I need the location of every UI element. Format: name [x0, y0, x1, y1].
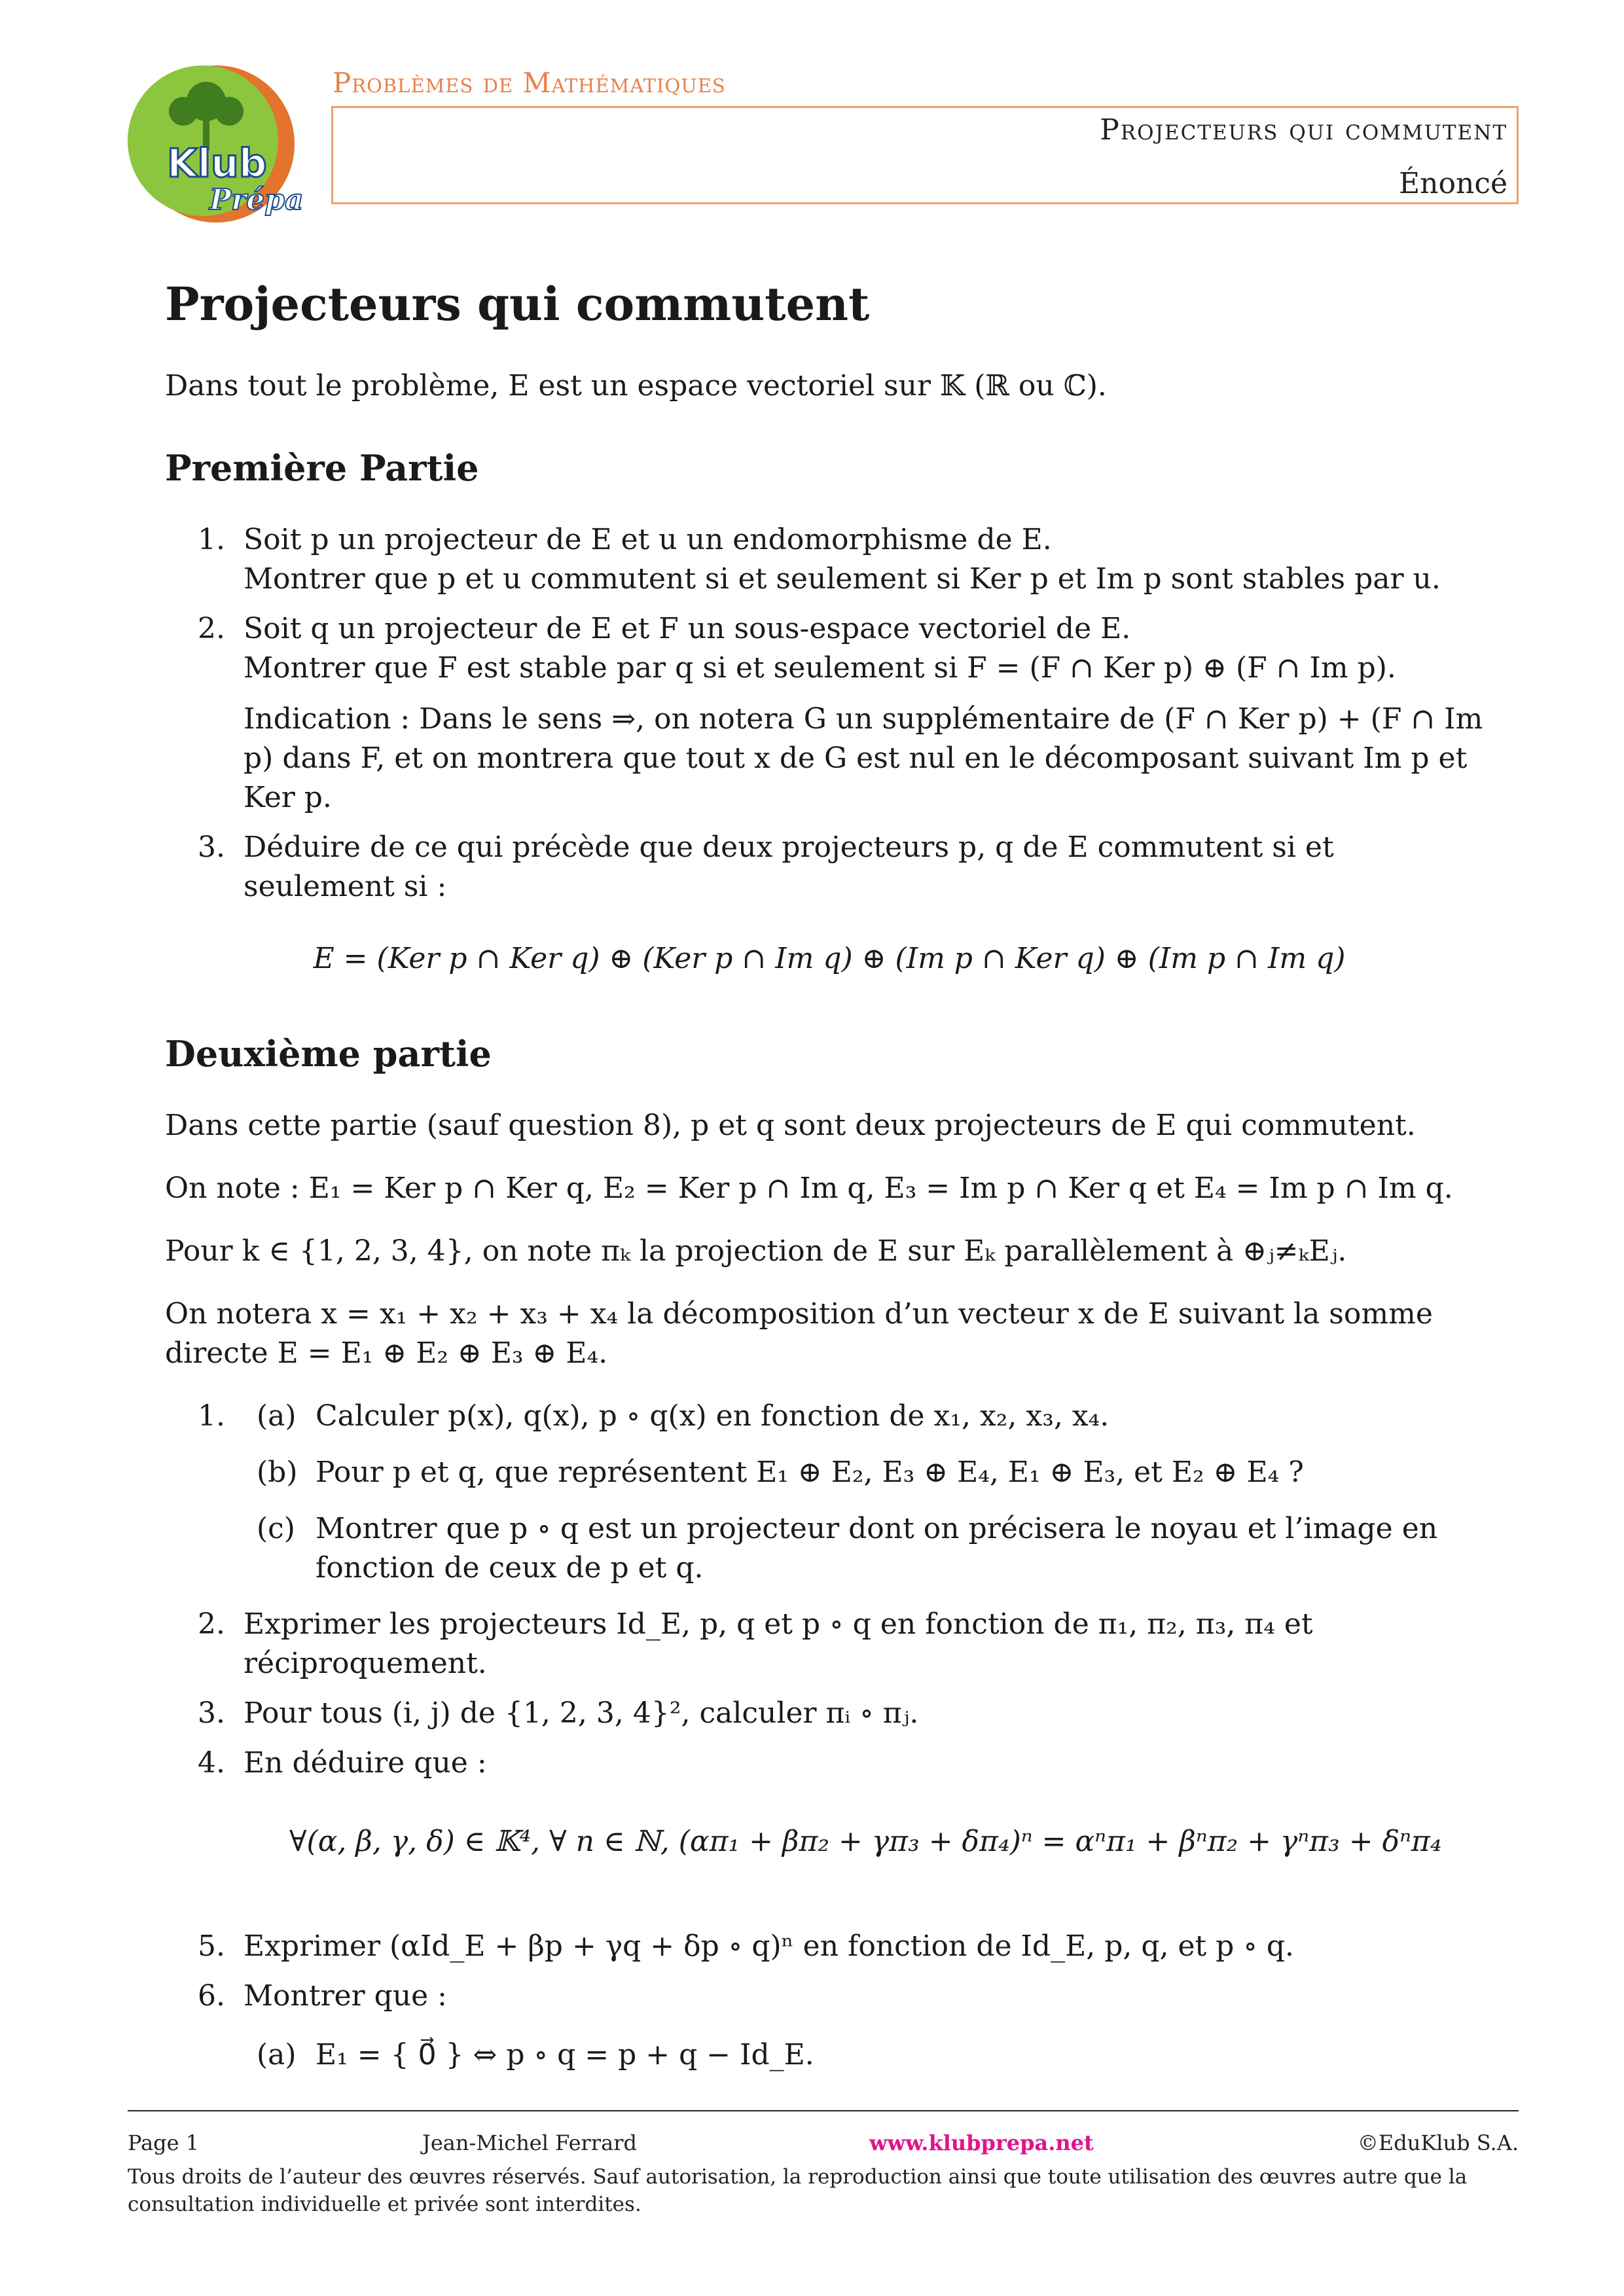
part1-question-2: [165, 609, 1494, 817]
document-body: [165, 275, 1494, 2092]
question-text: Pour tous (i, j) de {1, 2, 3, 4}², calculer πᵢ ∘ πⱼ.: [244, 1696, 919, 1730]
part2-heading: Deuxième partie: [165, 1033, 492, 1075]
question-text: Montrer que p et u commutent si et seulement si Ker p et Im p sont stables par u.: [244, 562, 1441, 596]
header-kind: Énoncé: [1399, 167, 1507, 200]
part2-question-3: [165, 1694, 1494, 1733]
subquestion-label: (a): [257, 2038, 297, 2072]
question-hint: Indication : Dans le sens ⇒, on notera G un supplémentaire de (F ∩ Ker p) + (F ∩ Im p) dans F, et on montrera que tout x de G est nul en le décomposant suivant Im p et Ker p.: [244, 702, 1483, 814]
part2-paragraph: Dans cette partie (sauf question 8), p et q sont deux projecteurs de E qui commutent.: [165, 1109, 1416, 1142]
question-number: 4.: [198, 1746, 225, 1780]
part2-paragraph: On notera x = x₁ + x₂ + x₃ + x₄ la décomposition d’un vecteur x de E suivant la somme directe E = E₁ ⊕ E₂ ⊕ E₃ ⊕ E₄.: [165, 1297, 1433, 1370]
part2-question-1a: [165, 1397, 1494, 1436]
question-text: E₁ = { 0⃗ } ⇔ p ∘ q = p + q − Id_E.: [316, 2038, 814, 2072]
display-formula: ∀(α, β, γ, δ) ∈ 𝕂⁴, ∀ n ∈ ℕ, (απ₁ + βπ₂ + γπ₃ + δπ₄)ⁿ = αⁿπ₁ + βⁿπ₂ + γⁿπ₃ + δⁿπ₄: [289, 1825, 1442, 1858]
part2-question-1b: [165, 1453, 1494, 1492]
question-text: Montrer que :: [244, 1979, 448, 2013]
question-text: Soit q un projecteur de E et F un sous-espace vectoriel de E.: [244, 612, 1131, 645]
question-text: Montrer que F est stable par q si et seulement si F = (F ∩ Ker p) ⊕ (F ∩ Im p).: [244, 651, 1396, 685]
footer-author: Jean-Michel Ferrard: [422, 2130, 637, 2155]
footer-copyright: ©EduKlub S.A.: [1357, 2130, 1519, 2155]
part2-question-6: [165, 1977, 1494, 2016]
part1-heading: Première Partie: [165, 447, 479, 489]
part2-question-4: [165, 1744, 1494, 1783]
part2-paragraph: On note : E₁ = Ker p ∩ Ker q, E₂ = Ker p ∩ Im q, E₃ = Im p ∩ Ker q et E₄ = Im p ∩ Im q.: [165, 1172, 1453, 1205]
question-text: Exprimer les projecteurs Id_E, p, q et p ∘ q en fonction de π₁, π₂, π₃, π₄ et réciproquement.: [244, 1607, 1313, 1680]
document-title: Projecteurs qui commutent: [165, 277, 870, 331]
part1-question-1: [165, 520, 1494, 599]
footer-site-link[interactable]: www.klubprepa.net: [869, 2130, 1094, 2155]
question-number: 1.: [198, 523, 225, 556]
klubprepa-logo: [111, 62, 317, 226]
subquestion-label: (a): [257, 1399, 297, 1433]
logo-word-klub: Klub: [167, 141, 267, 187]
intro-paragraph: Dans tout le problème, E est un espace vectoriel sur 𝕂 (ℝ ou ℂ).: [165, 369, 1107, 403]
question-number: 2.: [198, 1607, 225, 1641]
question-text: Calculer p(x), q(x), p ∘ q(x) en fonction de x₁, x₂, x₃, x₄.: [316, 1399, 1110, 1433]
question-text: Déduire de ce qui précède que deux projecteurs p, q de E commutent si et seulement si :: [244, 831, 1334, 903]
question-text: Pour p et q, que représentent E₁ ⊕ E₂, E₃ ⊕ E₄, E₁ ⊕ E₃, et E₂ ⊕ E₄ ?: [316, 1456, 1304, 1489]
part2-question-6a: [165, 2036, 1494, 2075]
part2-paragraph: Pour k ∈ {1, 2, 3, 4}, on note πₖ la projection de E sur Eₖ parallèlement à ⊕ⱼ≠ₖEⱼ.: [165, 1234, 1347, 1268]
question-number: 5.: [198, 1929, 225, 1963]
question-text: Soit p un projecteur de E et u un endomorphisme de E.: [244, 523, 1052, 556]
part2-question-2: [165, 1605, 1494, 1683]
display-formula: E = (Ker p ∩ Ker q) ⊕ (Ker p ∩ Im q) ⊕ (Im p ∩ Ker q) ⊕ (Im p ∩ Im q): [313, 942, 1346, 975]
subquestion-label: (b): [257, 1456, 298, 1489]
footer-page: Page 1: [128, 2130, 200, 2155]
question-number: 6.: [198, 1979, 225, 2013]
header-topic: Projecteurs qui commutent: [1100, 113, 1507, 147]
part2-question-5: [165, 1927, 1494, 1966]
question-number: 3.: [198, 831, 225, 864]
question-number: 1.: [198, 1399, 225, 1433]
part2-question-1c: [165, 1509, 1494, 1588]
part1-question-3: [165, 828, 1494, 906]
footer-rule: [128, 2110, 1519, 2111]
question-number: 3.: [198, 1696, 225, 1730]
question-text: Exprimer (αId_E + βp + γq + δp ∘ q)ⁿ en fonction de Id_E, p, q, et p ∘ q.: [244, 1929, 1295, 1963]
header-box: [331, 106, 1519, 204]
series-title: Problèmes de Mathématiques: [333, 67, 726, 99]
question-text: Montrer que p ∘ q est un projecteur dont on précisera le noyau et l’image en fonction de ceux de p et q.: [316, 1512, 1438, 1585]
logo-graphic: [111, 62, 317, 226]
footer-rights: Tous droits de l’auteur des œuvres réservés. Sauf autorisation, la reproduction ainsi que toute utilisation des œuvres autre que la consultation individuelle et privée sont interdites.: [128, 2165, 1468, 2216]
logo-word-prepa: Prépa: [209, 183, 304, 217]
subquestion-label: (c): [257, 1512, 295, 1545]
question-text: En déduire que :: [244, 1746, 487, 1780]
question-number: 2.: [198, 612, 225, 645]
